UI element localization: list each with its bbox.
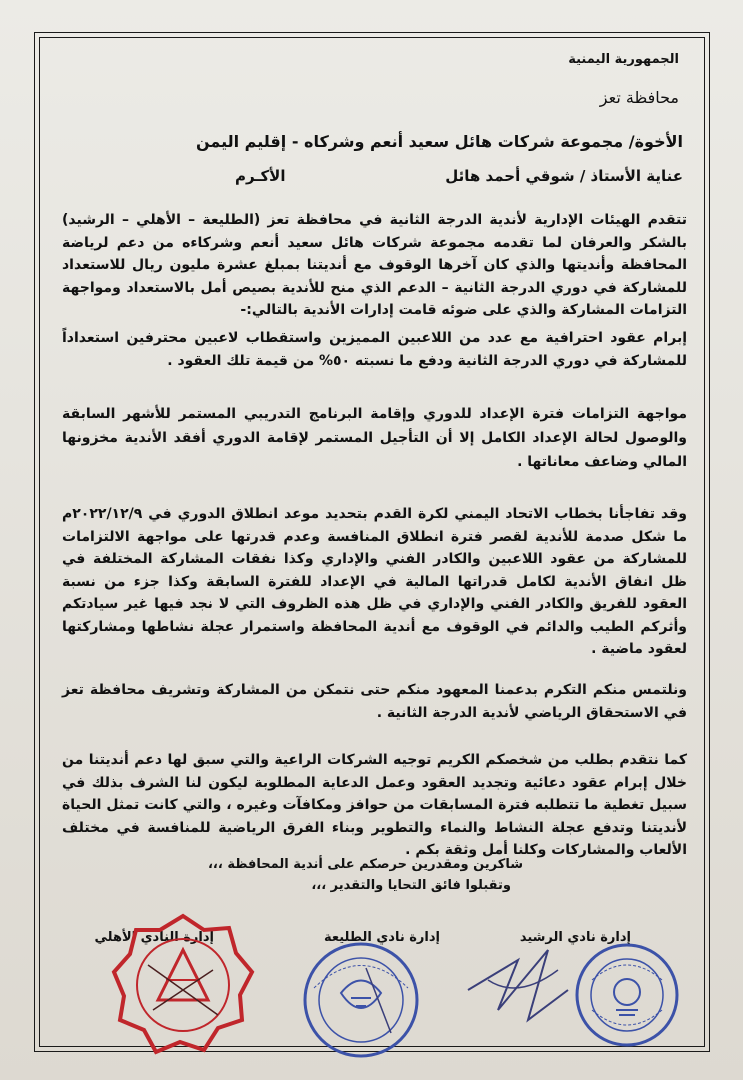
preparation-paragraph: مواجهة التزامات فترة الإعداد للدوري وإقامة البرنامج التدريبي المستمر للأشهر السابقة والوصول لحالة الإعداد الكامل إلا أن التأجيل المستمر لإقامة الدوري أفقد الأندية مخزونها المالي وضاعف معاناتها . [62, 406, 687, 470]
federation-paragraph: وقد تفاجأنا بخطاب الاتحاد اليمني لكرة القدم بتحديد موعد انطلاق الدوري في ٢٠٢٢/١٢/٩م ما شكل صدمة للأندية لقصر فترة انطلاق المنافسة وعدم قدرتها على مواجهة الالتزامات للمشاركة من عقود اللاعبين والكادر الفني والإداري وكذا نفقات المشاركة المختلفة في ظل انفاق الأندية لكامل قدراتها المالية في الإعداد للفترة السابقة وكذا جزء من نسبة العقود للفريق والكادر الفني والإداري في ظل هذه الظروف التي لا نجد فيها غير سيادتكم وأثركم الطيب والدائم في الوقوف مع أندية المحافظة واستمرار عجلة نشاطها ومشاركتها لعقود ماضية . [62, 506, 687, 657]
request-paragraph: ونلتمس منكم التكرم بدعمنا المعهود منكم حتى نتمكن من المشاركة وتشريف محافظة تعز في الاستحقاق الرياضي لأندية الدرجة الثانية . [62, 682, 687, 721]
honorific: الأكـرم [235, 167, 286, 185]
rashid-signature-scribble [458, 930, 578, 1040]
signature-label-taliaa: إدارة نادي الطليعة [324, 930, 440, 945]
signature-label-ahli: إدارة النادي الأهلي [94, 930, 214, 945]
closing-regards: وتقبلوا فائق التحايا والتقدير ،،، [311, 878, 511, 893]
signature-label-rashid: إدارة نادي الرشيد [519, 930, 631, 945]
ahli-club-seal [108, 910, 258, 1060]
republic-heading: الجمهورية اليمنية [568, 52, 679, 67]
rashid-club-seal [572, 940, 682, 1050]
taliaa-club-seal [296, 938, 426, 1063]
governorate-heading: محافظة تعز [599, 88, 679, 107]
sponsors-paragraph: كما نتقدم بطلب من شخصكم الكريم توجيه الشركات الراعية والتي سبق لها دعم أنديتنا من خلال إبرام عقود دعائية وتجديد العقود وعمل الدعاية المطلوبة ليكون لنا الشرف بذلك في سبيل تغطية ما تتطلبه فترة المسابقات من حوافز ومكافآت وغيره ، والتي كانت تمثل الحياة لأنديتنا وتدفع عجلة النشاط والنماء والتطوير وبناء الفرق الرياضية للمنافسة في مختلف الألعاب والمشاركات وكلنا أمل وثقة بكم . [62, 752, 687, 858]
intro-paragraph: تتقدم الهيئات الإدارية لأندية الدرجة الثانية في محافظة تعز (الطليعة – الأهلي – الرشيد) بالشكر والعرفان لما تقدمه مجموعة شركات هائل سعيد أنعم وشركاءه من دعم لرياضة المحافظة وأنديتها والذي كان آخرها الوقوف مع أنديتنا بمبلغ عشرة مليون ريال للاستعداد للمشاركة في دوري الدرجة الثانية – الدعم الذي منح للأندية بصيص أمل بالاستعداد ومواجهة التزامات المشاركة والذي على ضوئه قامت إدارات الأندية بالتالي:- [62, 212, 687, 318]
contracts-paragraph: إبرام عقود احترافية مع عدد من اللاعبين المميزين واستقطاب لاعبين محترفين استعداداً للمشاركة في دوري الدرجة الثانية ودفع ما نسبته ٥٠% من قيمة تلك العقود . [62, 330, 687, 369]
attention-line: عناية الأستاذ / شوقي أحمد هائل [445, 167, 683, 185]
addressee: الأخوة/ مجموعة شركات هائل سعيد أنعم وشركاه - إقليم اليمن [195, 132, 683, 151]
closing-thanks: شاكرين ومقدرين حرصكم على أندية المحافظة ،،، [207, 857, 523, 872]
